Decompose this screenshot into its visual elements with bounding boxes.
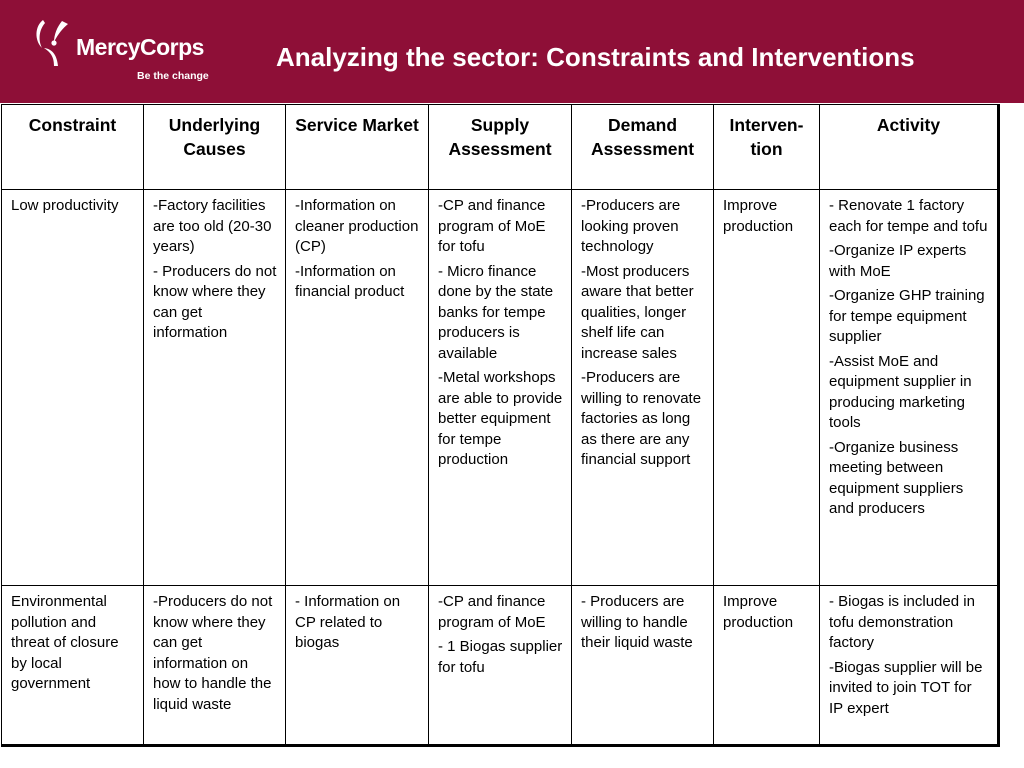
table-cell [714, 586, 820, 746]
cell-text: - Information on CP related to biogas [295, 593, 401, 651]
cell-text: -Producers are looking proven technology [581, 197, 681, 255]
table-row [2, 586, 999, 746]
cell-text: Low productivity [11, 197, 119, 214]
header-banner [0, 0, 1024, 103]
cell-text: -Factory facilities are too old (20-30 years) [153, 197, 272, 255]
cell-text: -Metal workshops are able to provide better equipment for tempe production [438, 369, 563, 468]
mercycorps-logo-icon [30, 16, 80, 68]
logo-tagline: Be the change [137, 70, 209, 82]
cell-text: -Assist MoE and equipment supplier in producing marketing tools [829, 352, 972, 431]
column-header: Demand Assessment [572, 105, 714, 190]
cell-text: - Producers do not know where they can get information [153, 262, 277, 341]
cell-text: - Producers are willing to handle their liquid waste [581, 593, 693, 651]
cell-text: -Producers do not know where they can get information on how to handle the liquid waste [153, 593, 273, 713]
logo [0, 0, 240, 103]
constraints-table [1, 104, 1000, 747]
cell-text: -CP and finance program of MoE for tofu [438, 197, 546, 255]
column-header: Activity [820, 105, 999, 190]
column-header: Interven-tion [714, 105, 820, 190]
cell-text: -Organize business meeting between equipment suppliers and producers [829, 438, 964, 517]
cell-text: -CP and finance program of MoE [438, 593, 546, 631]
cell-text: -Most producers aware that better qualities, longer shelf life can increase sales [581, 262, 694, 362]
cell-text: -Producers are willing to renovate factories as long as there are any financial support [581, 369, 702, 468]
table-cell [714, 190, 820, 586]
table-row [2, 190, 999, 586]
cell-text: -Information on financial product [295, 262, 405, 300]
table-cell [572, 190, 714, 586]
table-cell [820, 586, 999, 746]
column-header: Underlying Causes [144, 105, 286, 190]
cell-text: -Biogas supplier will be invited to join TOT for IP expert [829, 658, 983, 717]
table-cell [820, 190, 999, 586]
page-title: Analyzing the sector: Constraints and Interventions [276, 42, 915, 72]
cell-text: -Information on cleaner production (CP) [295, 197, 419, 255]
table-header-row [2, 105, 999, 190]
table-cell [144, 586, 286, 746]
table-cell [2, 586, 144, 746]
cell-text: - Micro finance done by the state banks for tempe producers is available [438, 262, 554, 362]
table-cell [2, 190, 144, 586]
cell-text: -Organize IP experts with MoE [829, 242, 967, 280]
cell-text: - Biogas is included in tofu demonstration factory [829, 593, 975, 651]
cell-text: - 1 Biogas supplier for tofu [438, 638, 563, 676]
column-header: Service Market [286, 105, 429, 190]
logo-name: MercyCorps [76, 34, 204, 60]
table-cell [286, 190, 429, 586]
table-cell [286, 586, 429, 746]
table-cell [572, 586, 714, 746]
column-header: Constraint [2, 105, 144, 190]
cell-text: Improve production [723, 593, 794, 631]
table-cell [429, 586, 572, 746]
table-cell [144, 190, 286, 586]
cell-text: Environmental pollution and threat of closure by local government [11, 593, 119, 692]
cell-text: - Renovate 1 factory each for tempe and tofu [829, 197, 988, 235]
table-cell [429, 190, 572, 586]
cell-text: -Organize GHP training for tempe equipment supplier [829, 287, 985, 345]
column-header: Supply Assessment [429, 105, 572, 190]
cell-text: Improve production [723, 197, 794, 235]
